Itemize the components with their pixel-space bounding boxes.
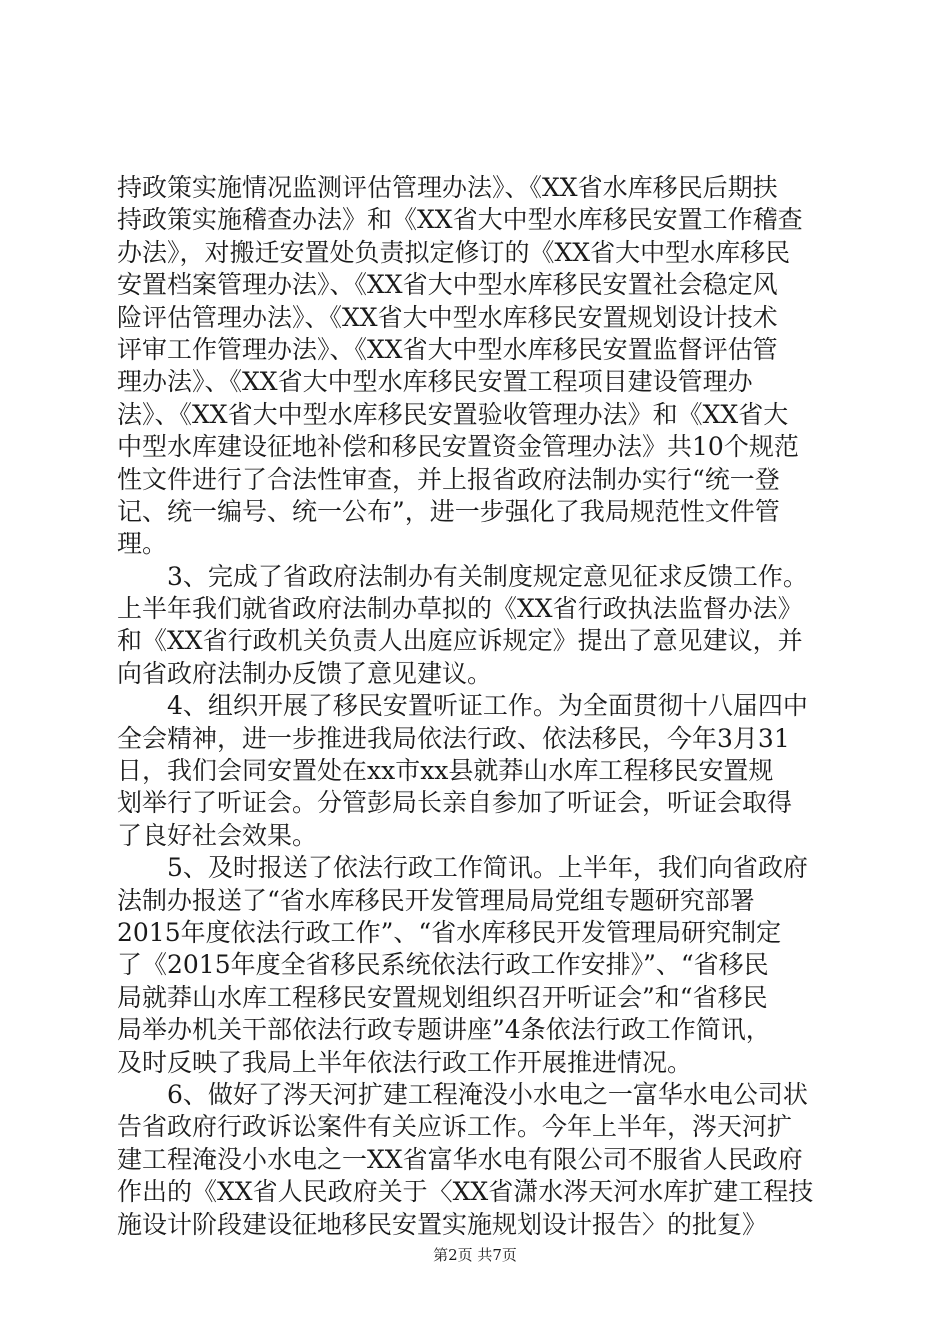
text-line: 2015年度依法行政工作”、“省水库移民开发管理局研究制定: [117, 917, 782, 947]
text-line: 施设计阶段建设征地移民安置实施规划设计报告〉的批复》: [117, 1209, 768, 1239]
text-line: 告省政府行政诉讼案件有关应诉工作。今年上半年，涔天河扩: [117, 1112, 793, 1142]
text-line: 办法》，对搬迁安置处负责拟定修订的《XX省大中型水库移民: [117, 237, 791, 267]
text-line: 法》、《XX省大中型水库移民安置验收管理办法》和《XX省大: [117, 399, 789, 429]
text-line: 日，我们会同安置处在xx市xx县就莽山水库工程移民安置规: [117, 756, 774, 786]
text-line: 理办法》、《XX省大中型水库移民安置工程项目建设管理办: [117, 367, 753, 397]
text-line: 局举办机关干部依法行政专题讲座”4条依法行政工作简讯，: [117, 1015, 771, 1045]
text-line: 了《2015年度全省移民系统依法行政工作安排》”、“省移民: [117, 950, 769, 980]
document-body: [117, 172, 837, 1241]
text-line: 了良好社会效果。: [117, 820, 318, 850]
text-line: 全会精神，进一步推进我局依法行政、依法移民，今年3月31: [117, 723, 790, 753]
text-line: 作出的《XX省人民政府关于〈XX省潇水涔天河水库扩建工程技: [117, 1177, 814, 1207]
text-line: 局就莽山水库工程移民安置规划组织召开听证会”和“省移民: [117, 982, 768, 1012]
text-line: 持政策实施情况监测评估管理办法》、《XX省水库移民后期扶: [117, 173, 778, 202]
text-line: 评审工作管理办法》、《XX省大中型水库移民安置监督评估管: [117, 334, 778, 364]
text-line: 5、及时报送了依法行政工作简讯。上半年，我们向省政府: [167, 853, 808, 883]
text-line: 记、统一编号、统一公布”，进一步强化了我局规范性文件管: [117, 496, 780, 526]
text-line: 性文件进行了合法性审查，并上报省政府法制办实行“统一登: [117, 464, 780, 494]
text-line: 3、完成了省政府法制办有关制度规定意见征求反馈工作。: [167, 561, 808, 591]
text-line: 向省政府法制办反馈了意见建议。: [117, 658, 493, 688]
text-line: 和《XX省行政机关负责人出庭应诉规定》提出了意见建议，并: [117, 626, 803, 656]
text-line: 6、做好了涔天河扩建工程淹没小水电之一富华水电公司状: [167, 1079, 808, 1109]
text-line: 理。: [117, 529, 168, 559]
text-line: 中型水库建设征地补偿和移民安置资金管理办法》共10个规范: [117, 432, 799, 462]
text-line: 安置档案管理办法》、《XX省大中型水库移民安置社会稳定风: [117, 270, 778, 300]
page-footer: 第2页 共7页: [433, 1246, 517, 1264]
text-line: 建工程淹没小水电之一XX省富华水电有限公司不服省人民政府: [117, 1144, 803, 1174]
text-line: 上半年我们就省政府法制办草拟的《XX省行政执法监督办法》: [117, 594, 803, 624]
text-line: 及时反映了我局上半年依法行政工作开展推进情况。: [117, 1047, 693, 1077]
text-line: 法制办报送了“省水库移民开发管理局局党组专题研究部署: [117, 885, 755, 915]
text-line: 险评估管理办法》、《XX省大中型水库移民安置规划设计技术: [117, 302, 778, 332]
text-line: 4、组织开展了移民安置听证工作。为全面贯彻十八届四中: [167, 691, 808, 721]
text-line: 持政策实施稽查办法》和《XX省大中型水库移民安置工作稽查: [117, 205, 803, 235]
text-line: 划举行了听证会。分管彭局长亲自参加了听证会，听证会取得: [117, 788, 793, 818]
